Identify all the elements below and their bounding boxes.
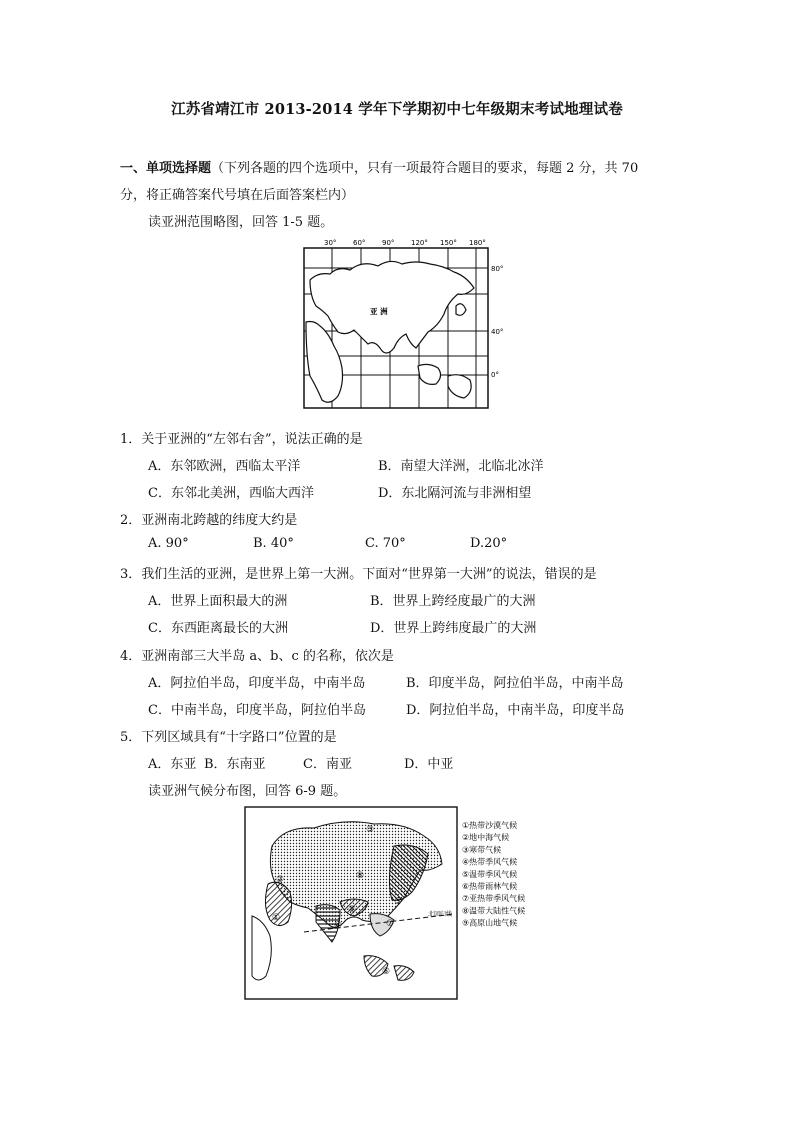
legend-item: ①热带沙漠气候 bbox=[462, 821, 518, 830]
asia-climate-map bbox=[244, 806, 544, 1002]
q1-option-b[interactable]: B．南望大洋洲，北临北冰洋 bbox=[378, 459, 544, 474]
q1-option-c[interactable]: C．东邻北美洲，西临大西洋 bbox=[148, 486, 314, 501]
map1-longitude-label: 150° bbox=[440, 239, 457, 247]
section1-instruction-2: 分，将正确答案代号填在后面答案栏内） bbox=[120, 188, 355, 203]
legend-item: ④热带季风气候 bbox=[462, 857, 518, 867]
q1-option-d[interactable]: D．东北隔河流与非洲相望 bbox=[378, 486, 532, 501]
q5-stem: 5．下列区域具有“十字路口”位置的是 bbox=[120, 730, 337, 745]
region-1: ① bbox=[271, 913, 281, 923]
q4-stem: 4．亚洲南部三大半岛 a、b、c 的名称，依次是 bbox=[120, 649, 394, 664]
map1-top-labels bbox=[324, 239, 486, 247]
map1-latitude-label: 0° bbox=[491, 371, 499, 379]
q1-stem: 1．关于亚洲的“左邻右舍”，说法正确的是 bbox=[120, 432, 363, 447]
map2-legend bbox=[462, 820, 525, 928]
q4-option-d[interactable]: D．阿拉伯半岛，中南半岛，印度半岛 bbox=[406, 703, 625, 718]
intro-map2: 读亚洲气候分布图，回答 6-9 题。 bbox=[148, 784, 347, 799]
region-3: ③ bbox=[365, 825, 375, 835]
map1-latitude-label: 80° bbox=[491, 265, 504, 273]
region-7: ⑦ bbox=[385, 919, 395, 929]
q3-option-a[interactable]: A．世界上面积最大的洲 bbox=[148, 594, 288, 609]
asia-range-map bbox=[298, 236, 508, 414]
section1-line1 bbox=[120, 157, 638, 176]
q5-option-d[interactable]: D．中亚 bbox=[404, 757, 454, 772]
q3-stem: 3．我们生活的亚洲，是世界上第一大洲。下面对“世界第一大洲”的说法，错误的是 bbox=[120, 567, 597, 582]
region-4: ④ bbox=[333, 921, 343, 931]
map1-longitude-label: 180° bbox=[469, 239, 486, 247]
legend-item: ⑧温带大陆性气候 bbox=[462, 906, 526, 916]
section1-heading: 一、单项选择题 bbox=[120, 161, 212, 176]
q2-option-a[interactable]: A. 90° bbox=[148, 536, 189, 551]
map1-longitude-label: 60° bbox=[353, 239, 366, 247]
q4-option-a[interactable]: A．阿拉伯半岛，印度半岛，中南半岛 bbox=[148, 676, 366, 691]
q3-option-d[interactable]: D．世界上跨纬度最广的大洲 bbox=[370, 621, 537, 636]
q3-option-b[interactable]: B．世界上跨经度最广的大洲 bbox=[370, 594, 536, 609]
map1-right-labels bbox=[491, 265, 503, 379]
q5-option-c[interactable]: C．南亚 bbox=[303, 757, 352, 772]
intro-map1: 读亚洲范围略图，回答 1-5 题。 bbox=[148, 215, 334, 230]
region-9: ⑨ bbox=[347, 905, 357, 915]
exam-title: 江苏省靖江市 2013-2014 学年下学期初中七年级期末考试地理试卷 bbox=[171, 101, 623, 118]
q2-option-b[interactable]: B. 40° bbox=[253, 536, 294, 551]
q5-option-b[interactable]: B．东南亚 bbox=[204, 757, 266, 772]
region-8: ⑧ bbox=[355, 871, 365, 881]
q5-option-a[interactable]: A．东亚 bbox=[148, 757, 197, 772]
legend-item: ③寒带气候 bbox=[462, 845, 502, 855]
region-5: ⑤ bbox=[393, 897, 403, 907]
q1-option-a[interactable]: A．东邻欧洲，西临太平洋 bbox=[148, 459, 301, 474]
legend-item: ⑤温带季风气候 bbox=[462, 869, 518, 879]
q4-option-b[interactable]: B．印度半岛，阿拉伯半岛，中南半岛 bbox=[406, 676, 624, 691]
q4-option-c[interactable]: C．中南半岛，印度半岛，阿拉伯半岛 bbox=[148, 703, 366, 718]
tropic-label: 北回归线 bbox=[428, 911, 453, 918]
legend-item: ⑦亚热带季风气候 bbox=[462, 894, 526, 904]
map1-asia-label: 亚 洲 bbox=[370, 307, 388, 316]
map1-longitude-label: 30° bbox=[324, 239, 337, 247]
region-2: ② bbox=[275, 875, 285, 885]
legend-item: ⑥热带雨林气候 bbox=[462, 882, 518, 891]
q2-option-c[interactable]: C. 70° bbox=[365, 536, 406, 551]
section1-instruction-1: （下列各题的四个选项中，只有一项最符合题目的要求，每题 2 分，共 70 bbox=[211, 161, 639, 176]
legend-item: ⑨高原山地气候 bbox=[462, 918, 518, 928]
q2-option-d[interactable]: D.20° bbox=[470, 536, 508, 551]
region-6: ⑥ bbox=[381, 967, 391, 977]
map1-longitude-label: 120° bbox=[411, 239, 428, 247]
map1-latitude-label: 40° bbox=[491, 328, 504, 336]
q3-option-c[interactable]: C．东西距离最长的大洲 bbox=[148, 621, 288, 636]
map1-longitude-label: 90° bbox=[382, 239, 395, 247]
q2-stem: 2．亚洲南北跨越的纬度大约是 bbox=[120, 513, 298, 528]
legend-item: ②地中海气候 bbox=[462, 833, 510, 843]
